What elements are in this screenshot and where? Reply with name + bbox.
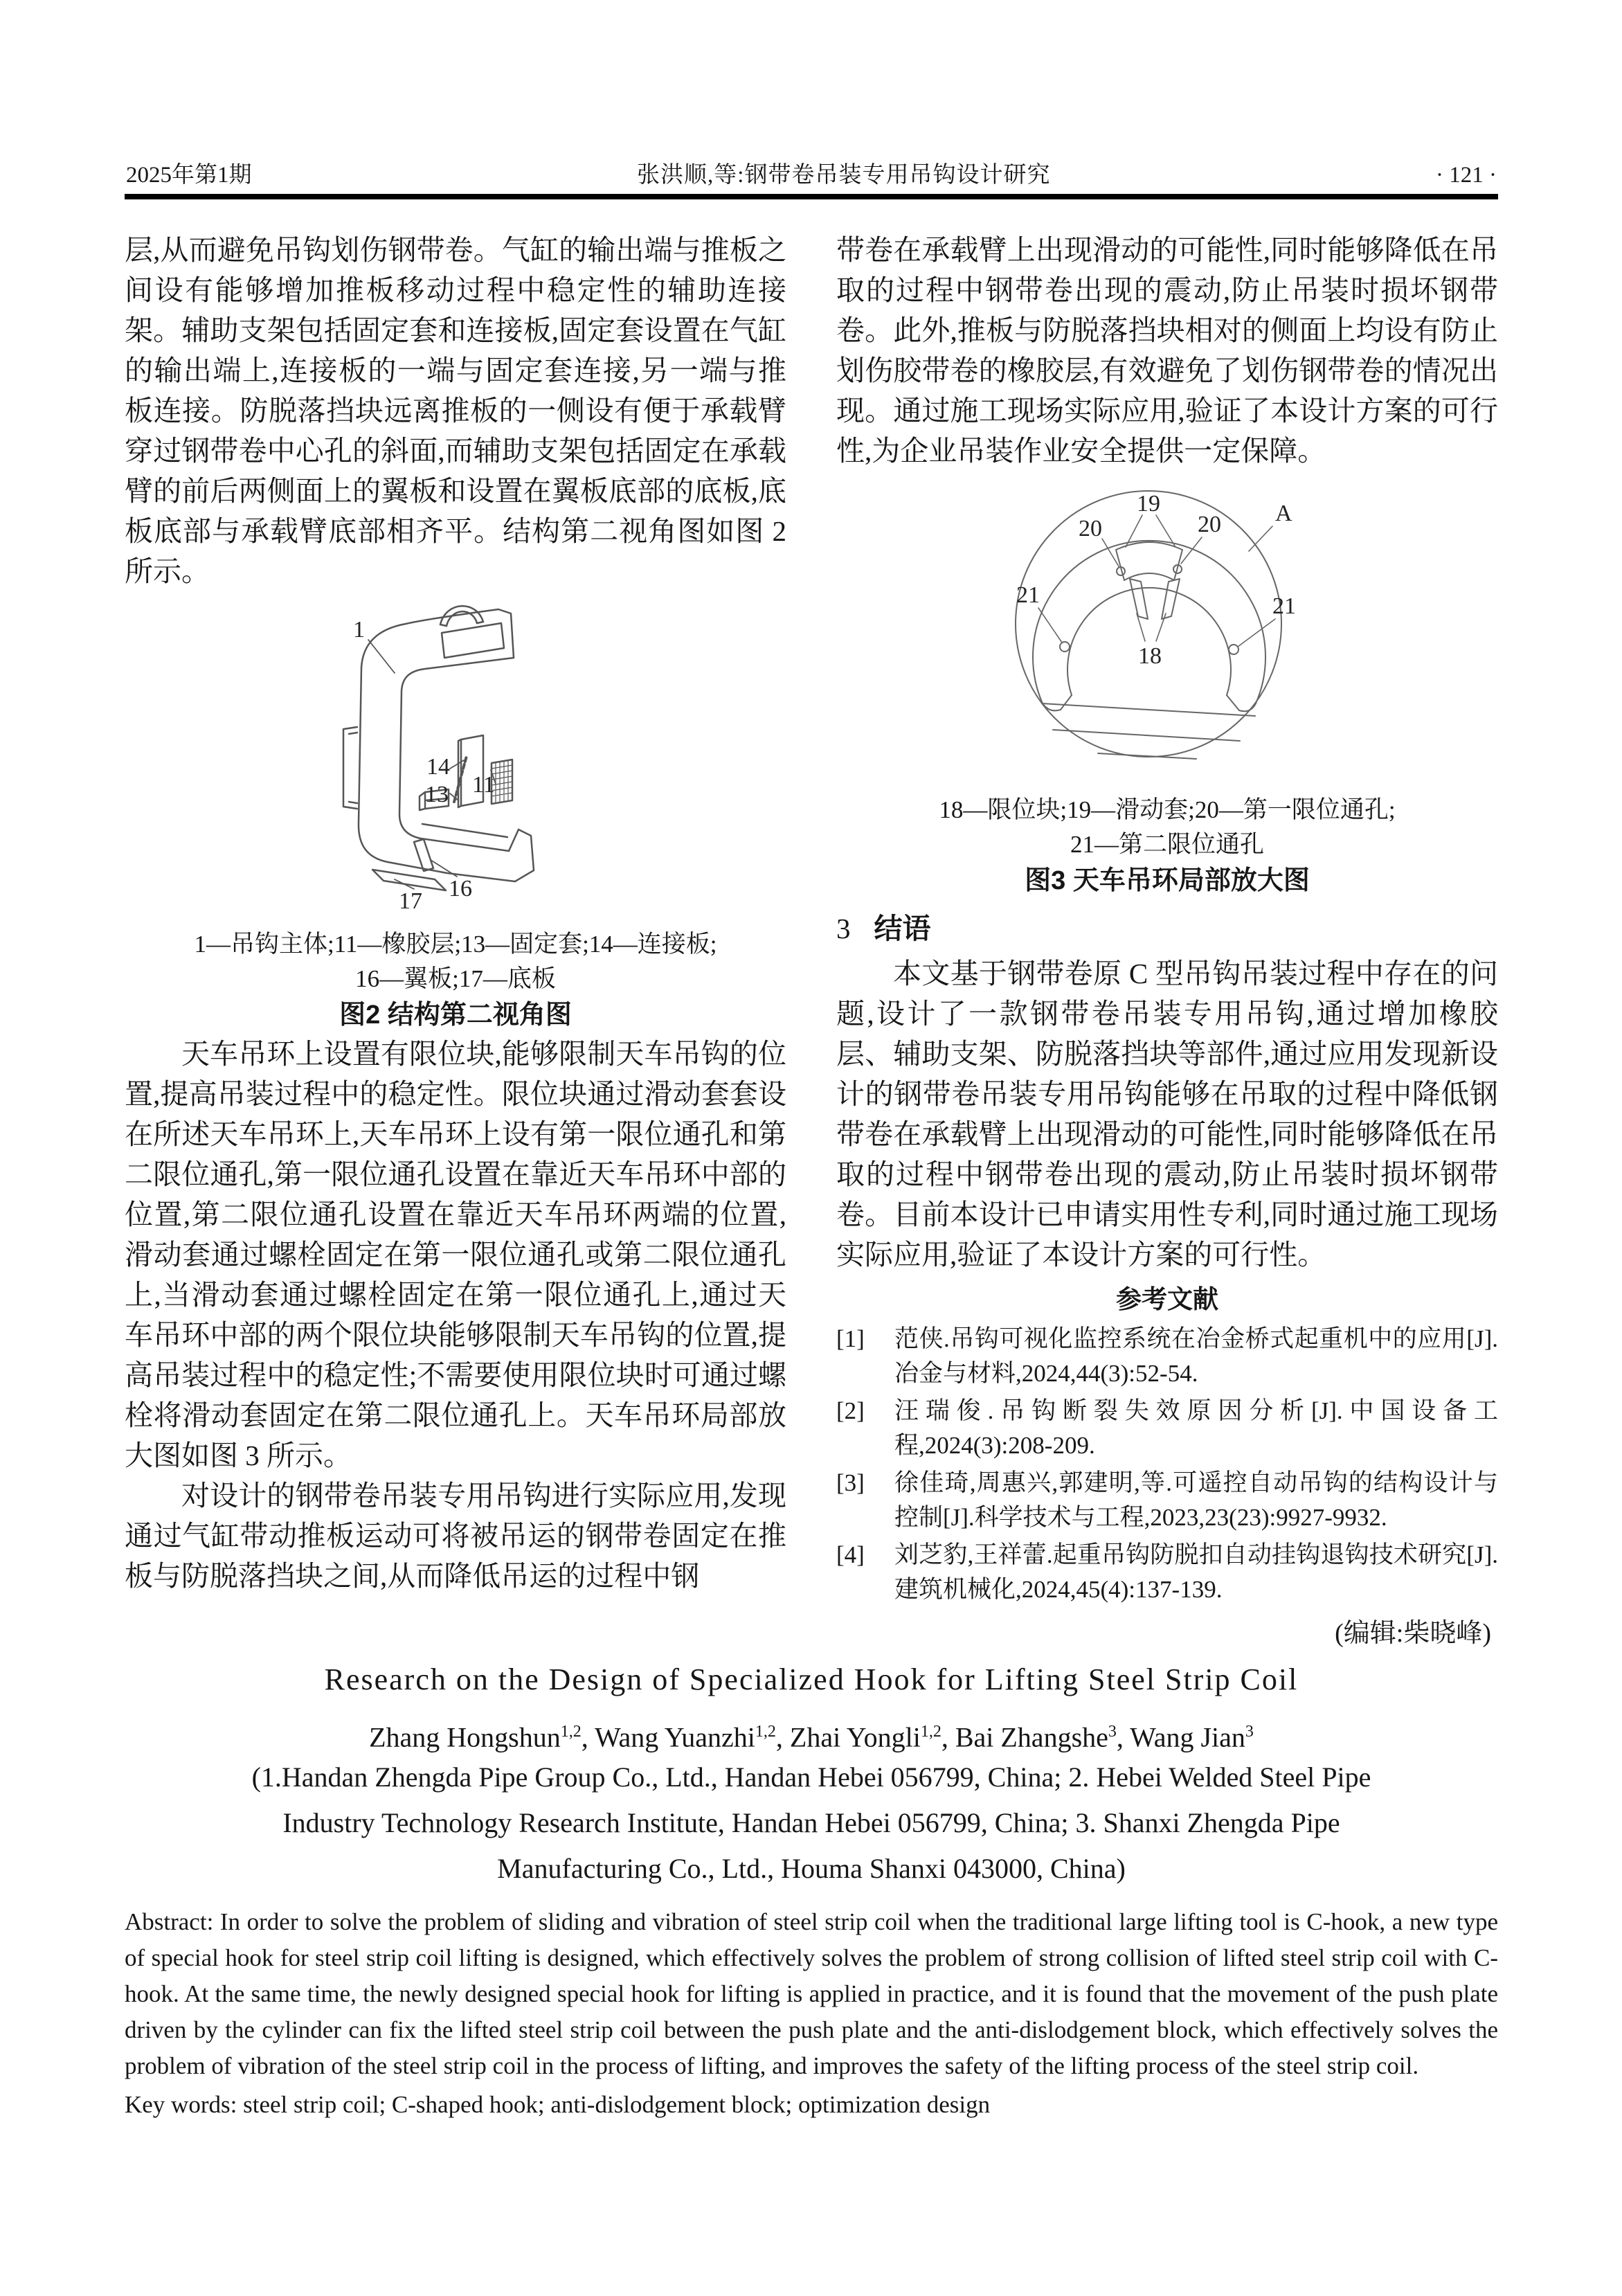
section-title: 结语 [874, 913, 931, 944]
limit-block-left [1130, 579, 1148, 619]
reference-text: 范侠.吊钩可视化监控系统在冶金桥式起重机中的应用[J].冶金与材料,2024,44(3):52-54. [894, 1325, 1498, 1387]
author: Bai Zhangshe [955, 1721, 1108, 1753]
author: Zhang Hongshun [369, 1721, 561, 1753]
wing-plate [414, 839, 433, 871]
figure2-drawing [276, 595, 636, 914]
second-limit-hole-right [1229, 645, 1238, 654]
arm-edge-lines [1042, 703, 1255, 759]
detail-circle [1016, 491, 1281, 757]
fig3-leader-lines [1038, 515, 1275, 647]
figure2 [125, 595, 786, 924]
english-section [125, 1660, 1498, 2123]
reference-list [836, 1322, 1498, 1607]
header-rule [125, 194, 1498, 199]
figure3 [836, 475, 1498, 790]
figure2-caption-line1: 1—吊钩主体;11—橡胶层;13—固定套;14—连接板; [194, 931, 717, 958]
references-heading: 参考文献 [1116, 1285, 1218, 1313]
section-heading-conclusion [836, 909, 1498, 948]
header-issue: 2025年第1期 [126, 163, 252, 188]
header-running-title: 张洪顺,等:钢带卷吊装专用吊钩设计研究 [637, 163, 1051, 188]
fig3-label-19: 19 [1137, 491, 1160, 517]
paragraph: 带卷在承载臂上出现滑动的可能性,同时能够降低在吊取的过程中钢带卷出现的震动,防止吊装时损坏钢带卷。此外,推板与防脱落挡块相对的侧面上均设有防止划伤胶带卷的橡胶层,有效避免了划伤钢带卷的情况出现。通过施工现场实际应用,验证了本设计方案的可行性,为企业吊装作业安全提供一定保障。 [836, 234, 1498, 467]
english-affiliation-line: (1.Handan Zhengda Pipe Group Co., Ltd., Handan Hebei 056799, China; 2. Hebei Welded Steel Pipe [251, 1761, 1371, 1793]
author: Zhai Yongli [789, 1721, 921, 1753]
reference-text: 刘芝豹,王祥蕾.起重吊钩防脱扣自动挂钩退钩技术研究[J].建筑机械化,2024,45(4):137-139. [894, 1541, 1498, 1603]
fig3-label-A: A [1275, 501, 1292, 526]
limit-block-right [1162, 579, 1180, 619]
abstract-text: In order to solve the problem of sliding and vibration of steel strip coil when the traditional large lifting tool is C-hook, a new type of special hook for steel strip coil lifting is designed, which effectively solves the problem of strong collision of lifted steel strip coil with C-hook. At the same time, the newly designed special hook for lifting is applied in practice, and it is found that the movement of the push plate driven by the cylinder can fix the lifted steel strip coil between the push plate and the anti-dislodgement block, which effectively solves the problem of vibration of the steel strip coil in the process of lifting, and improves the safety of the lifting process of the steel strip coil. [125, 1908, 1498, 2080]
sliding-sleeve [1116, 542, 1182, 580]
english-title: Research on the Design of Specialized Hook for Lifting Steel Strip Coil [324, 1662, 1299, 1696]
reference-text: 汪瑞俊.吊钩断裂失效原因分析[J].中国设备工程,2024(3):208-209. [894, 1397, 1498, 1459]
fig2-label-11: 11 [472, 772, 495, 798]
abstract-label: Abstract: [125, 1908, 214, 1936]
author-separator: , [775, 1721, 790, 1753]
reference-item [836, 1466, 1498, 1535]
reference-number: [2] [836, 1397, 865, 1424]
author-separator: , [941, 1721, 955, 1753]
reference-number: [3] [836, 1469, 865, 1496]
author-affiliation-marker: 1,2 [920, 1723, 941, 1741]
english-authors [125, 1714, 1498, 1755]
author-separator: , [581, 1721, 595, 1753]
figure3-caption-line1: 18—限位块;19—滑动套;20—第一限位通孔; [939, 796, 1396, 823]
hook-inner-contour [399, 658, 514, 851]
fig2-label-14: 14 [426, 754, 450, 780]
english-abstract [125, 1904, 1498, 2084]
author-affiliation-marker: 3 [1108, 1723, 1117, 1741]
right-column [836, 230, 1498, 1653]
author-affiliation-marker: 1,2 [560, 1723, 582, 1741]
english-affiliation-line: Manufacturing Co., Ltd., Houma Shanxi 043000, China) [497, 1853, 1126, 1885]
fig2-label-17: 17 [399, 888, 422, 914]
reference-item [836, 1322, 1498, 1391]
figure3-drawing [959, 475, 1375, 780]
figure2-caption-line2: 16—翼板;17—底板 [355, 965, 556, 992]
hook-top-window [442, 623, 504, 658]
fig2-label-16: 16 [449, 876, 472, 902]
author-separator: , [1116, 1721, 1130, 1753]
paragraph: 本文基于钢带卷原 C 型吊钩吊装过程中存在的问题,设计了一款钢带卷吊装专用吊钩,通过增加橡胶层、辅助支架、防脱落挡块等部件,通过应用发现新设计的钢带卷吊装专用吊钩能够在吊取的过程中降低钢带卷在承载臂上出现滑动的可能性,同时能够降低在吊取的过程中钢带卷出现的震动,防止吊装时损坏钢带卷。目前本设计已申请实用性专利,同时通过施工现场实际应用,验证了本设计方案的可行性。 [836, 958, 1498, 1271]
figure3-caption-line2: 21—第二限位通孔 [1070, 831, 1264, 858]
fig3-label-20-left: 20 [1079, 516, 1102, 541]
header-page-number: · 121 · [1436, 163, 1497, 188]
keywords-text: steel strip coil; C-shaped hook; anti-dislodgement block; optimization design [237, 2091, 991, 2119]
author-affiliation-marker: 1,2 [755, 1723, 776, 1741]
figure2-title: 图2 结构第二视角图 [339, 1001, 572, 1030]
second-limit-hole-left [1060, 642, 1070, 652]
english-keywords [125, 2087, 1498, 2123]
author: Wang Jian [1130, 1721, 1245, 1753]
ring-inner-arc [1067, 588, 1231, 695]
section-number: 3 [836, 913, 851, 944]
reference-text: 徐佳琦,周惠兴,郭建明,等.可遥控自动吊钩的结构设计与控制[J].科学技术与工程,2023,23(23):9927-9932. [894, 1469, 1498, 1531]
english-affiliation-line: Industry Technology Research Institute, Handan Hebei 056799, China; 3. Shanxi Zhengda Pipe [282, 1807, 1340, 1839]
fig3-label-21-right: 21 [1272, 593, 1296, 619]
paragraph: 对设计的钢带卷吊装专用吊钩进行实际应用,发现通过气缸带动推板运动可将被吊运的钢带卷固定在推板与防脱落挡块之间,从而降低吊运的过程中钢 [125, 1480, 786, 1592]
reference-number: [4] [836, 1541, 865, 1568]
reference-number: [1] [836, 1325, 865, 1352]
side-handle [343, 727, 357, 809]
reference-item [836, 1538, 1498, 1607]
left-column [125, 230, 786, 1596]
author: Wang Yuanzhi [594, 1721, 755, 1753]
fig2-label-1: 1 [353, 617, 365, 643]
fig2-label-13: 13 [425, 782, 449, 807]
page-header [126, 156, 1497, 189]
fig3-label-21-left: 21 [1016, 582, 1040, 608]
keywords-label: Key words: [125, 2091, 237, 2119]
editor-note: (编辑:柴晓峰) [1335, 1619, 1491, 1648]
reference-item [836, 1394, 1498, 1463]
paragraph: 层,从而避免吊钩划伤钢带卷。气缸的输出端与推板之间设有能够增加推板移动过程中稳定性的辅助连接架。辅助支架包括固定套和连接板,固定套设置在气缸的输出端上,连接板的一端与固定套连接,另一端与推板连接。防脱落挡块远离推板的一侧设有便于承载臂穿过钢带卷中心孔的斜面,而辅助支架包括固定在承载臂的前后两侧面上的翼板和设置在翼板底部的底板,底板底部与承载臂底部相齐平。结构第二视角图如图 2 所示。 [125, 234, 786, 587]
author-affiliation-marker: 3 [1245, 1723, 1254, 1741]
figure3-title: 图3 天车吊环局部放大图 [1025, 866, 1310, 895]
fig3-label-18: 18 [1138, 643, 1162, 669]
fig3-label-20-right: 20 [1198, 512, 1221, 537]
paragraph: 天车吊环上设置有限位块,能够限制天车吊钩的位置,提高吊装过程中的稳定性。限位块通过滑动套套设在所述天车吊环上,天车吊环上设有第一限位通孔和第二限位通孔,第一限位通孔设置在靠近天车吊环中部的位置,第二限位通孔设置在靠近天车吊环两端的位置,滑动套通过螺栓固定在第一限位通孔或第二限位通孔上,当滑动套通过螺栓固定在第一限位通孔上,通过天车吊环中部的两个限位块能够限制天车吊钩的位置,提高吊装过程中的稳定性;不需要使用限位块时可通过螺栓将滑动套固定在第二限位通孔上。天车吊环局部放大图如图 3 所示。 [125, 1038, 786, 1471]
